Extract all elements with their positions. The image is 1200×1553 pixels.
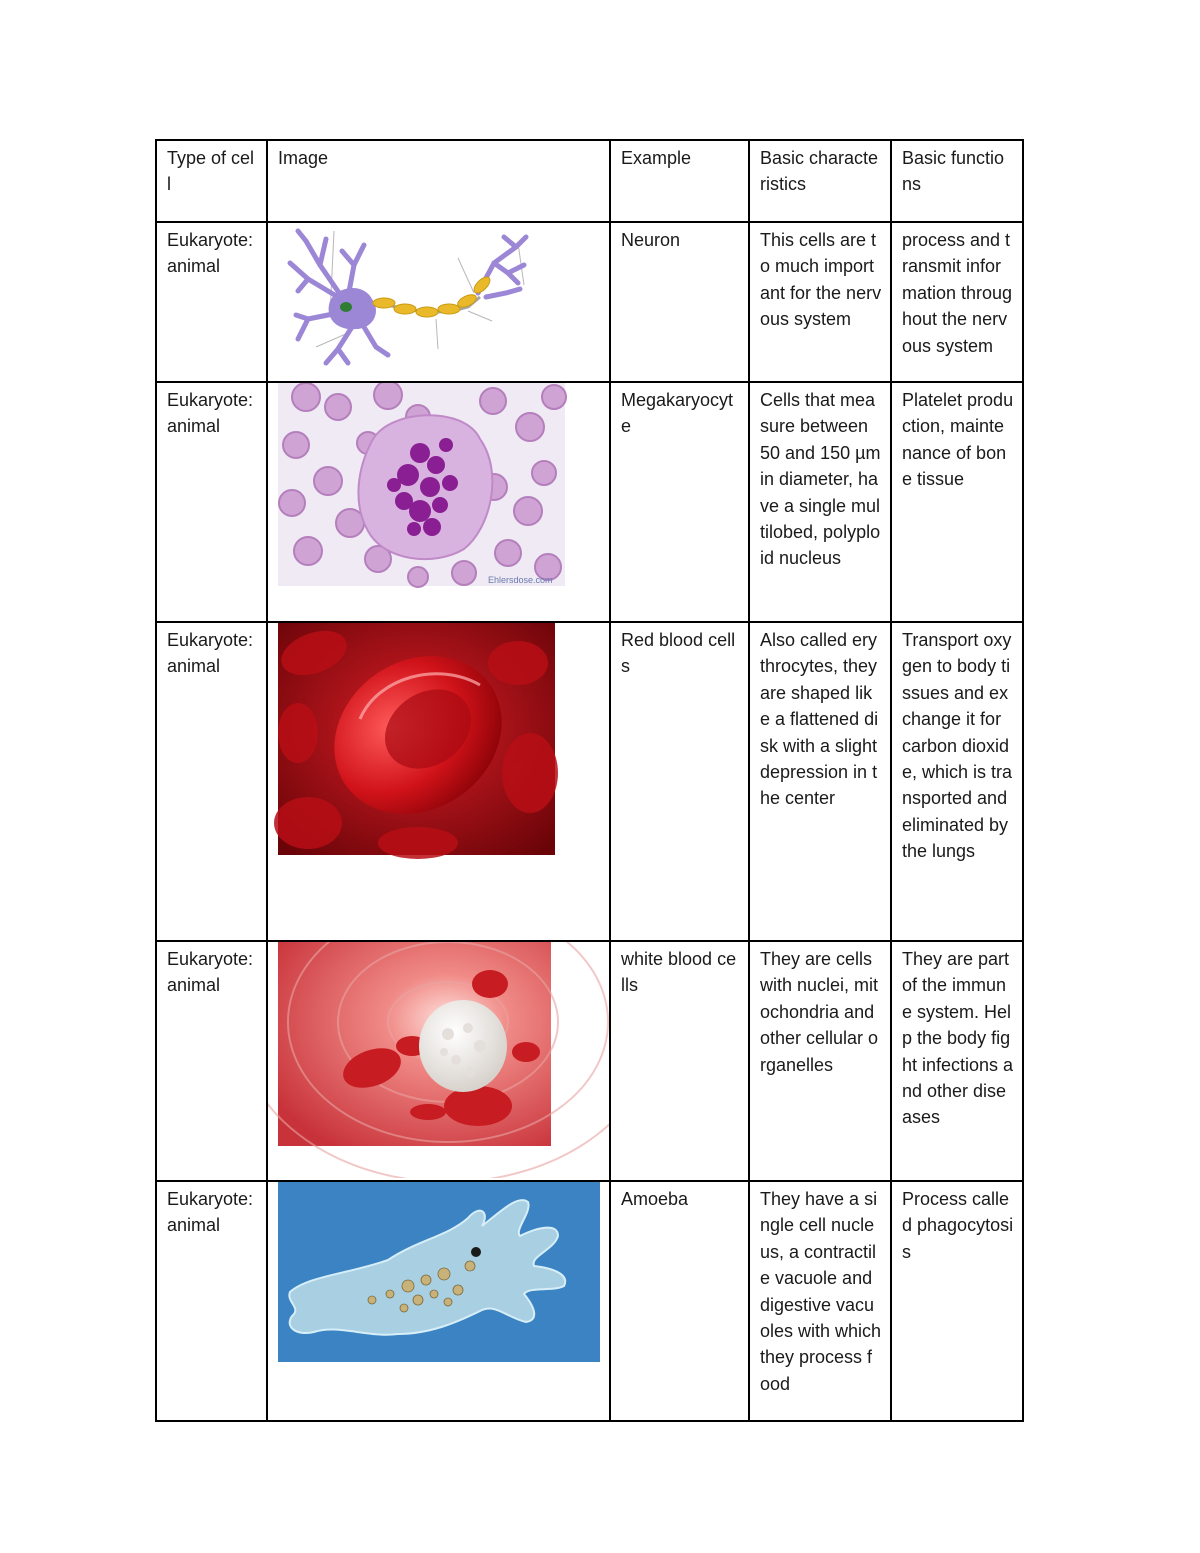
image-credit: Ehlersdose.com bbox=[488, 575, 553, 585]
cell-types-table bbox=[155, 139, 1024, 1422]
cell-type: Eukaryote: animal bbox=[156, 941, 267, 1181]
cell-example: Amoeba bbox=[610, 1181, 749, 1421]
cell-functions: Transport oxygen to body tissues and exchange it for carbon dioxide, which is transported and eliminated by the lungs bbox=[891, 622, 1023, 941]
table-row bbox=[156, 222, 1023, 382]
cell-characteristics: Cells that measure between 50 and 150 µm in diameter, have a single multilobed, polyploid nucleus bbox=[749, 382, 891, 622]
megakaryocyte-micrograph bbox=[268, 383, 610, 619]
cell-functions: Platelet production, maintenance of bone tissue bbox=[891, 382, 1023, 622]
cell-image bbox=[267, 941, 610, 1181]
cell-characteristics: They are cells with nuclei, mitochondria and other cellular organelles bbox=[749, 941, 891, 1181]
table-row bbox=[156, 622, 1023, 941]
cell-characteristics: They have a single cell nucleus, a contractile vacuole and digestive vacuoles with which they process food bbox=[749, 1181, 891, 1421]
cell-characteristics: This cells are to much important for the nervous system bbox=[749, 222, 891, 382]
cell-type: Eukaryote: animal bbox=[156, 1181, 267, 1421]
cell-functions: They are part of the immune system. Help the body fight infections and other diseases bbox=[891, 941, 1023, 1181]
table-row bbox=[156, 1181, 1023, 1421]
cell-characteristics: Also called erythrocytes, they are shaped like a flattened disk with a slight depression in the center bbox=[749, 622, 891, 941]
table-row bbox=[156, 941, 1023, 1181]
cell-image bbox=[267, 222, 610, 382]
cell-example: Red blood cells bbox=[610, 622, 749, 941]
cell-example: Megakaryocyte bbox=[610, 382, 749, 622]
white-blood-cell-in-vessel bbox=[268, 942, 610, 1178]
table-row bbox=[156, 382, 1023, 622]
amoeba-micrograph bbox=[268, 1182, 610, 1418]
header-row bbox=[156, 140, 1023, 222]
cell-example: white blood cells bbox=[610, 941, 749, 1181]
header-example: Example bbox=[610, 140, 749, 222]
cell-type: Eukaryote: animal bbox=[156, 382, 267, 622]
cell-image bbox=[267, 1181, 610, 1421]
cell-functions: Process called phagocytosis bbox=[891, 1181, 1023, 1421]
cell-type: Eukaryote: animal bbox=[156, 222, 267, 382]
cell-type: Eukaryote: animal bbox=[156, 622, 267, 941]
cell-image bbox=[267, 622, 610, 941]
header-image: Image bbox=[267, 140, 610, 222]
neuron-illustration bbox=[268, 223, 610, 379]
header-characteristics: Basic characteristics bbox=[749, 140, 891, 222]
red-blood-cell-render bbox=[268, 623, 610, 938]
cell-functions: process and transmit information throughout the nervous system bbox=[891, 222, 1023, 382]
header-type: Type of cell bbox=[156, 140, 267, 222]
header-functions: Basic functions bbox=[891, 140, 1023, 222]
cell-image bbox=[267, 382, 610, 622]
cell-example: Neuron bbox=[610, 222, 749, 382]
